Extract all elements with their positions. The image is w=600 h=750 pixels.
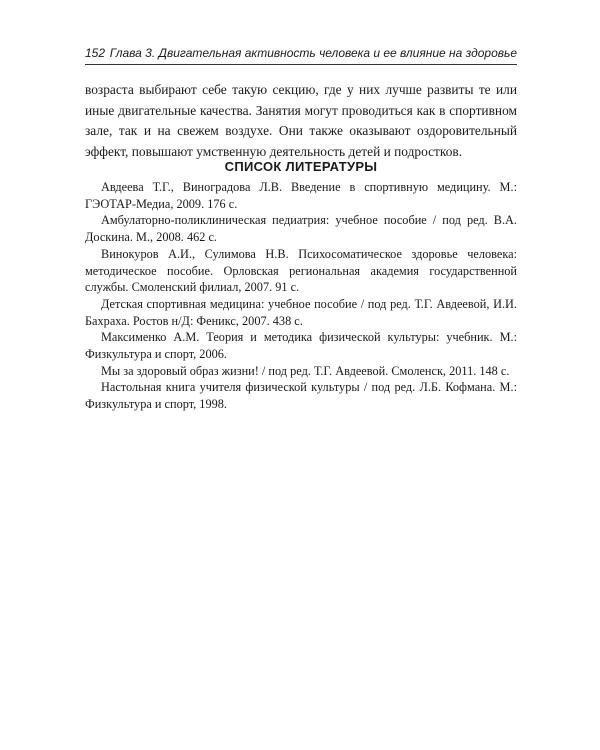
- references-heading: СПИСОК ЛИТЕРАТУРЫ: [224, 159, 378, 174]
- page-number: 152: [85, 46, 106, 60]
- reference-item: Мы за здоровый образ жизни! / под ред. Т.Г. Авдеевой. Смоленск, 2011. 148 с.: [101, 363, 510, 378]
- body-paragraph: возраста выбирают себе такую секцию, где у них лучше развиты те или иные двигательные качества. Занятия могут проводиться как в спортивном зале, так и на свежем воздухе. Они также оказывают оздоровительный эффект, повышают умственную деятельность детей и подростков.: [85, 82, 517, 159]
- running-header: [85, 44, 517, 65]
- reference-list: [85, 179, 517, 413]
- reference-item: Авдеева Т.Г., Виноградова Л.В. Введение в спортивную медицину. М.: ГЭОТАР-Медиа, 2009. 176 с.: [85, 180, 517, 211]
- reference-item: Максименко А.М. Теория и методика физической культуры: учебник. М.: Физкультура и спорт, 2006.: [85, 330, 517, 362]
- reference-item: Детская спортивная медицина: учебное пособие / под ред. Т.Г. Авдеевой, И.И. Бахраха. Ростов н/Д: Феникс, 2007. 438 с.: [85, 296, 517, 328]
- chapter-title: Глава 3. Двигательная активность человека и ее влияние на здоровье: [109, 46, 517, 60]
- reference-item: Амбулаторно-поликлиническая педиатрия: учебное пособие / под ред. В.А. Доскина. М., 2008. 462 с.: [85, 213, 517, 245]
- reference-item: Настольная книга учителя физической культуры / под ред. Л.Б. Кофмана. М.: Физкультура и спорт, 1998.: [85, 380, 517, 412]
- reference-item: Винокуров А.И., Сулимова Н.В. Психосоматическое здоровье человека: методическое пособие. Орловская региональная академия государственной службы. Смоленский филиал, 2007. 91 с.: [85, 246, 517, 295]
